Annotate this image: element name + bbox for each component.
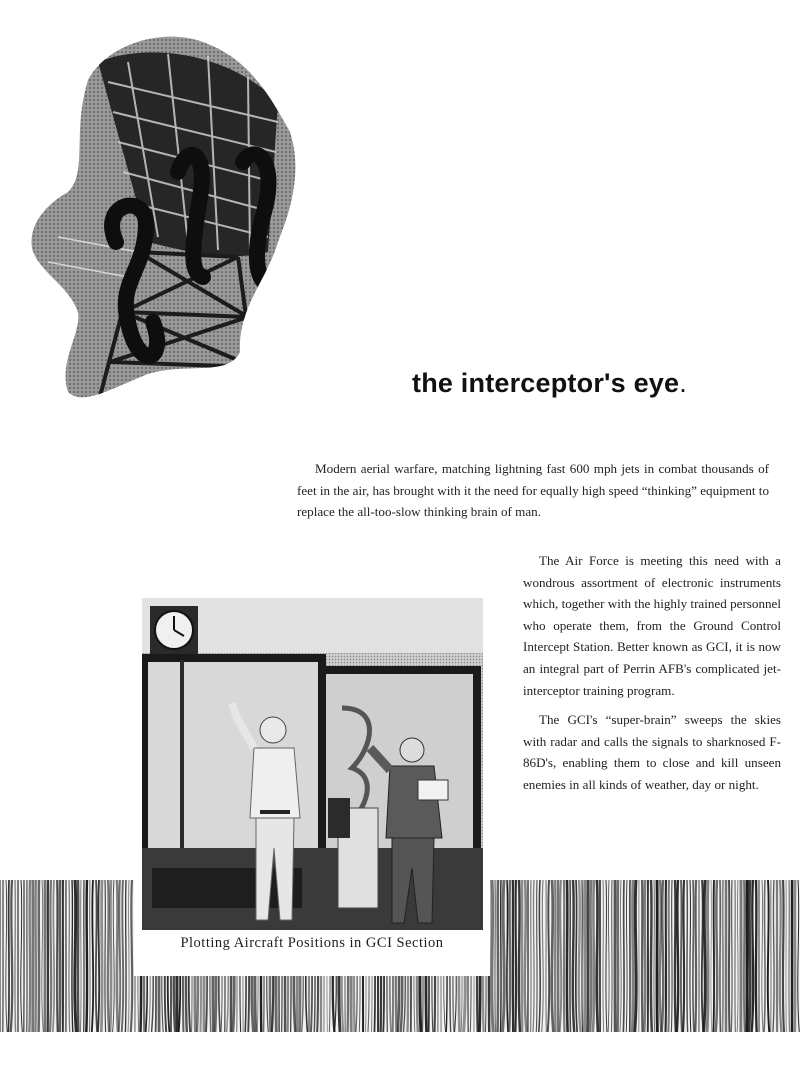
radar-antenna-photo — [28, 22, 300, 404]
intro-paragraph: Modern aerial warfare, matching lightning fast 600 mph jets in combat thousands of feet in the air, has brought with it the need for equally high speed “thinking” equipment to replace the all-too-slow thinking brain of man. — [297, 461, 769, 520]
page-title-period: . — [679, 368, 687, 398]
page-title — [412, 368, 687, 399]
body-paragraph-2: The GCI's “super-brain” sweeps the skies with radar and calls the signals to sharknosed F-86D's, enabling them to close and kill unseen enemies in all kinds of weather, day or night. — [523, 712, 781, 792]
photo-caption: Plotting Aircraft Positions in GCI Section — [180, 935, 444, 951]
page-title-text: the interceptor's eye — [412, 368, 680, 398]
body-paragraph-1: The Air Force is meeting this need with a wondrous assortment of electronic instruments which, together with the highly trained personnel who operate them, from the Ground Control Intercept Station. Better known as GCI, it is now an integral part of Perrin AFB's complicated jet-interceptor training program. — [523, 553, 781, 698]
body-column — [523, 550, 781, 804]
intro-paragraph-block — [297, 458, 769, 523]
gci-photo-card — [134, 590, 490, 976]
gci-section-photo — [142, 598, 483, 930]
